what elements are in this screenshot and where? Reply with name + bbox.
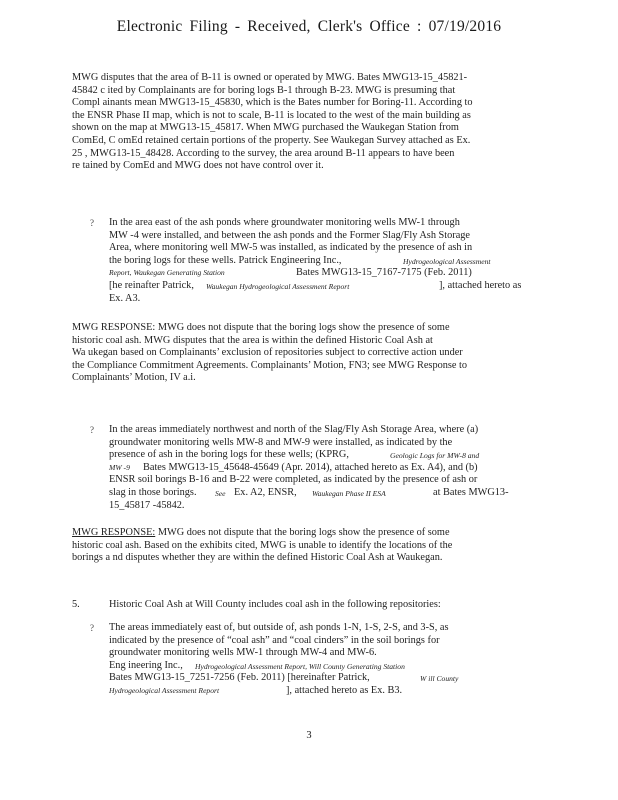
item-number: 5.	[72, 599, 80, 610]
signal-see: See	[215, 488, 226, 498]
text-line: historic coal ash. Based on the exhibits cited, MWG is unable to identify the locations of the	[72, 539, 453, 551]
citation-title: W ill County	[420, 674, 459, 684]
text-line: The areas immediately east of, but outside of, ash ponds 1-N, 1-S, 2-S, and 3-S, as	[109, 622, 449, 633]
text-line: re tained by ComEd and MWG does not have control over it.	[72, 160, 324, 172]
text-line: MW -4 were installed, and between the ash ponds and the Former Slag/Fly Ash Storage	[109, 229, 470, 241]
text-segment: Bates MWG13-15_45648-45649 (Apr. 2014), attached hereto as Ex. A4), and (b)	[143, 461, 478, 473]
text-line	[109, 254, 491, 268]
text-line: ENSR soil borings B-16 and B-22 were completed, as indicated by the presence of ash or	[109, 474, 478, 486]
text-line: 25 , MWG13-15_48428. According to the survey, the area around B-11 appears to have been	[72, 147, 455, 159]
text-line	[109, 267, 472, 280]
response-label: MWG RESPONSE:	[72, 527, 156, 538]
text-line	[109, 660, 448, 673]
text-line: shown on the map at MWG13-15_45817. When MWG purchased the Waukegan Station from	[72, 122, 459, 134]
text-line: MWG disputes that the area of B-11 is owned or operated by MWG. Bates MWG13-15_45821-	[72, 72, 468, 83]
bates-reference: Bates MWG13-15_7167-7175 (Feb. 2011)	[296, 267, 472, 279]
text-line	[109, 486, 509, 500]
text-line: 15_45817 -45842.	[109, 499, 185, 511]
citation-title: Waukegan Phase II ESA	[312, 488, 386, 498]
list-item-northwest-slag-area	[109, 424, 509, 512]
text-line: groundwater monitoring wells MW-1 through MW-4 and MW-6.	[109, 647, 377, 659]
text-line: the ENSR Phase II map, which is not to scale, B-11 is located to the west of the main building as	[72, 109, 471, 121]
text-segment: Eng ineering Inc.,	[109, 659, 183, 671]
bullet-marker: ?	[90, 218, 94, 228]
text-segment: the boring logs for these wells. Patrick Engineering Inc.,	[109, 254, 342, 266]
text-line: Wa ukegan based on Complainants’ exclusion of repositories subject to corrective action under	[72, 347, 463, 359]
citation-title: Geologic Logs for MW-8 and	[390, 451, 480, 461]
text-line: ComEd, C omEd retained certain portions of the property. See Waukegan Survey attached as Ex.	[72, 134, 471, 146]
text-segment: at Bates MWG13-	[433, 486, 509, 498]
text-line: In the areas immediately northwest and north of the Slag/Fly Ash Storage Area, where (a)	[109, 424, 479, 435]
text-line: borings a nd disputes whether they are within the defined Historic Coal Ash at Waukegan.	[72, 552, 443, 564]
will-county-heading: Historic Coal Ash at Will County includes coal ash in the following repositories:	[109, 599, 441, 610]
text-segment: Bates MWG13-15_7251-7256 (Feb. 2011) [hereinafter Patrick,	[109, 672, 370, 684]
intro-paragraph	[72, 72, 473, 173]
text-line: Complainants’ Motion, IV a.i.	[72, 372, 196, 384]
text-line	[109, 685, 448, 698]
text-line	[72, 527, 452, 540]
text-line: MWG RESPONSE: MWG does not dispute that the boring logs show the presence of some	[72, 322, 450, 333]
text-line: 45842 c ited by Complainants are for boring logs B-1 through B-23. MWG is presuming that	[72, 84, 456, 96]
text-segment: ], attached hereto as	[439, 279, 522, 291]
citation-title: Waukegan Hydrogeological Assessment Report	[206, 281, 350, 291]
citation-title: Hydrogeological Assessment Report	[109, 685, 220, 695]
text-line	[109, 462, 478, 475]
citation-title: Hydrogeological Assessment	[403, 256, 491, 266]
text-segment: MWG does not dispute that the boring logs show the presence of some	[155, 527, 450, 538]
text-line	[109, 279, 522, 293]
list-item-east-ash-ponds	[109, 217, 522, 305]
text-line: Area, where monitoring well MW-5 was installed, as indicated by the presence of ash in	[109, 242, 473, 254]
bullet-marker: ?	[90, 623, 94, 633]
mwg-response-2	[72, 527, 452, 565]
text-line: historic coal ash. MWG disputes that the area is within the defined Historic Coal Ash at	[72, 334, 433, 346]
text-segment: [he reinafter Patrick,	[109, 279, 194, 291]
text-line: the Compliance Commitment Agreements. Complainants’ Motion, FN3; see MWG Response to	[72, 359, 468, 371]
citation-title: Hydrogeological Assessment Report, Will County Generating Station	[195, 661, 405, 671]
text-line: indicated by the presence of “coal ash” and “coal cinders” in the soil borings for	[109, 634, 440, 646]
text-line: In the area east of the ash ponds where groundwater monitoring wells MW-1 through	[109, 217, 460, 228]
filing-header: Electronic Filing - Received, Clerk's Office : 07/19/2016	[116, 18, 502, 35]
citation-title: MW -9	[109, 462, 130, 472]
text-line: groundwater monitoring wells MW-8 and MW-9 were installed, as indicated by the	[109, 436, 453, 448]
text-segment: Ex. A2, ENSR,	[234, 486, 297, 498]
text-segment: ], attached hereto as Ex. B3.	[286, 684, 403, 696]
text-line	[109, 449, 478, 462]
text-segment: presence of ash in the boring logs for these wells; (KPRG,	[109, 449, 349, 461]
mwg-response-1	[72, 322, 467, 385]
text-segment: slag in those borings.	[109, 486, 197, 498]
text-line: Ex. A3.	[109, 292, 141, 304]
text-line	[109, 672, 459, 685]
page-number: 3	[306, 730, 312, 741]
text-line: Compl ainants mean MWG13-15_45830, which is the Bates number for Boring-11. According to	[72, 97, 473, 109]
list-item-will-county-ponds	[109, 622, 459, 698]
bullet-marker: ?	[90, 425, 94, 435]
citation-title: Report, Waukegan Generating Station	[109, 268, 225, 278]
